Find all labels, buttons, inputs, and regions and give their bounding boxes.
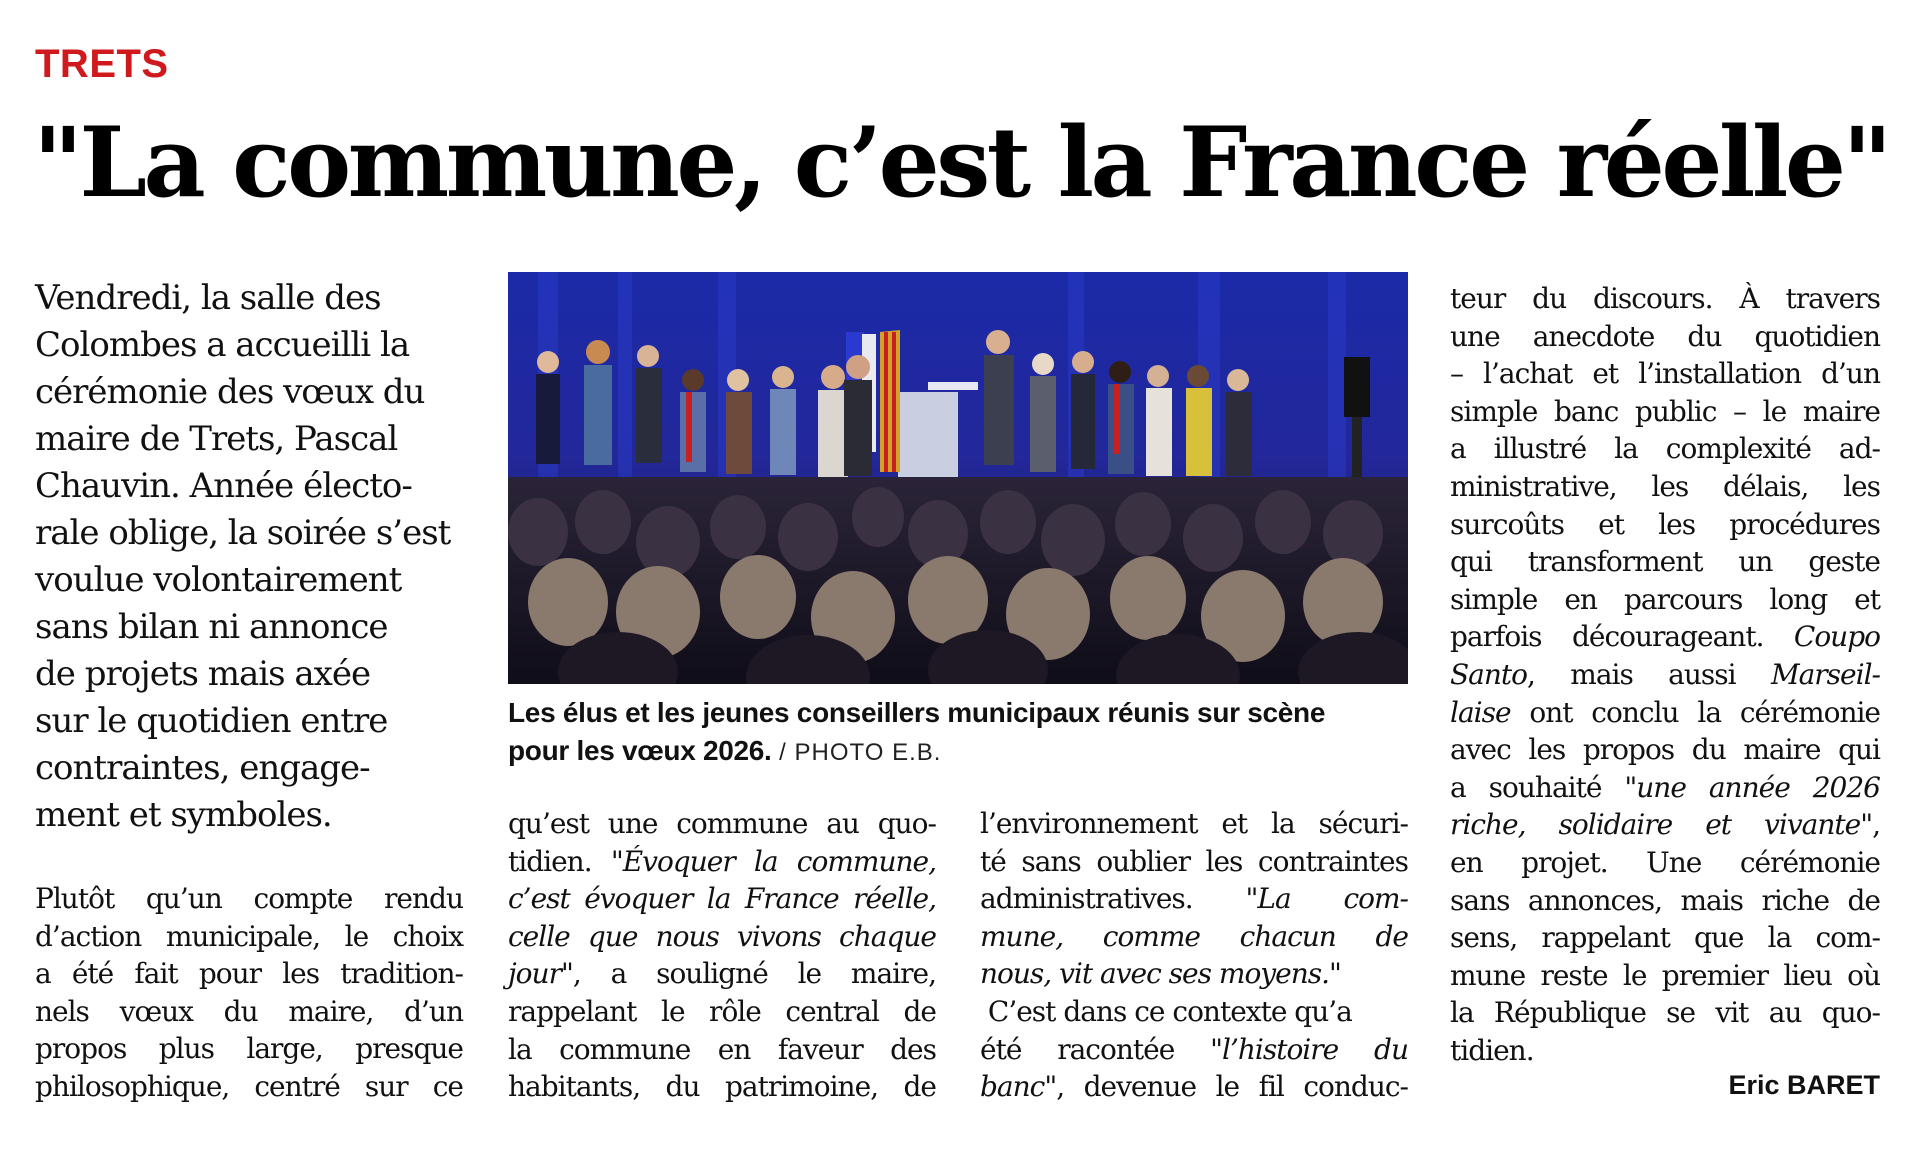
- body-line: habitants, du patrimoine, de: [508, 1070, 936, 1104]
- body-line: C’est dans ce contexte qu’a: [980, 994, 1352, 1028]
- lede-line: Chauvin. Année électo-: [35, 466, 412, 506]
- body-line: sans annonces, mais riche de: [1450, 883, 1880, 917]
- body-column-2: [508, 805, 936, 1106]
- body-line: [1450, 806, 1880, 844]
- lede-line: voulue volontairement: [35, 560, 402, 600]
- body-line: [980, 880, 1408, 918]
- body-line: [508, 918, 936, 956]
- photo-caption: [508, 694, 1448, 772]
- body-line: qui transforment un geste: [1450, 545, 1880, 579]
- body-column-3: [980, 805, 1408, 1106]
- body-line: a illustré la complexité ad-: [1450, 432, 1880, 466]
- body-line: ministrative, les délais, les: [1450, 469, 1880, 503]
- body-line: une anecdote du quotidien: [1450, 319, 1880, 353]
- body-line: surcoûts et les procédures: [1450, 507, 1880, 541]
- body-text: ", devenue le fil conduc-: [1044, 1070, 1408, 1104]
- song-title: Santo: [1450, 657, 1528, 691]
- body-line: rappelant le rôle central de: [508, 994, 936, 1028]
- body-line: Plutôt qu’un compte rendu: [35, 882, 463, 915]
- body-line: [980, 1031, 1408, 1069]
- quote-text: l’histoire du: [1221, 1032, 1409, 1066]
- body-line: [1450, 769, 1880, 807]
- body-text: ont conclu la cérémonie: [1510, 695, 1880, 729]
- section-rubric: TRETS: [35, 42, 169, 86]
- body-line: simple en parcours long et: [1450, 582, 1880, 616]
- body-text: été racontée ": [980, 1032, 1222, 1066]
- author-signature: Eric BARET: [1728, 1070, 1880, 1100]
- quote-text: riche, solidaire et vivante: [1450, 808, 1861, 842]
- song-title: Marseil-: [1770, 657, 1880, 691]
- photo-credit: / PHOTO E.B.: [771, 739, 942, 766]
- body-line: tidien.: [1450, 1033, 1534, 1067]
- body-text: ",: [1860, 808, 1880, 842]
- song-title: Coupo: [1793, 620, 1880, 654]
- quote-text: banc: [980, 1070, 1045, 1104]
- body-line: mune reste le premier lieu où: [1450, 958, 1880, 992]
- caption-line-2-text: pour les vœux 2026.: [508, 735, 772, 766]
- quote-text: c’est évoquer la France réelle,: [508, 882, 936, 916]
- ceremony-photo: [508, 272, 1408, 684]
- body-line: la commune en faveur des: [508, 1032, 936, 1066]
- article-headline: "La commune, c’est la France réelle": [33, 106, 1889, 219]
- quote-text: "La com-: [1245, 882, 1408, 916]
- body-line: simple banc public – le maire: [1450, 394, 1880, 428]
- body-line: sens, rappelant que la com-: [1450, 921, 1880, 955]
- body-text: ": [1329, 957, 1341, 991]
- body-line: [1450, 618, 1880, 656]
- quote-text: jour": [508, 957, 573, 991]
- quote-text: mune, comme chacun de: [980, 919, 1408, 953]
- body-column-4: [1450, 280, 1880, 1069]
- body-line: a été fait pour les tradition-: [35, 957, 463, 991]
- lede-line: rale oblige, la soirée s’est: [35, 513, 451, 553]
- lede-line: ment et symboles.: [35, 795, 332, 835]
- body-text: , mais aussi: [1527, 657, 1771, 691]
- quote-text: une année 2026: [1636, 770, 1880, 804]
- lede-line: sur le quotidien entre: [35, 701, 388, 741]
- lede-line: Vendredi, la salle des: [35, 278, 381, 318]
- lede-line: de projets mais axée: [35, 654, 371, 694]
- lede-line: cérémonie des vœux du: [35, 372, 425, 412]
- body-text: administratives.: [980, 882, 1246, 916]
- body-line: [508, 880, 936, 918]
- quote-text: celle que nous vivons chaque: [508, 919, 936, 953]
- body-line: [980, 955, 1408, 993]
- body-line: la République se vit au quo-: [1450, 996, 1880, 1030]
- caption-line-2: [508, 732, 1448, 772]
- body-line: [1450, 694, 1880, 732]
- lede-line: Colombes a accueilli la: [35, 325, 410, 365]
- lede-line: contraintes, engage-: [35, 748, 370, 788]
- body-line: nels vœux du maire, d’un: [35, 994, 463, 1028]
- body-line: [508, 955, 936, 993]
- body-line: [980, 1068, 1408, 1106]
- body-line: l’environnement et la sécuri-: [980, 807, 1408, 840]
- body-text: tidien.: [508, 844, 611, 878]
- body-line: philosophique, centré sur ce: [35, 1069, 463, 1103]
- body-line: [508, 843, 936, 881]
- body-line: – l’achat et l’installation d’un: [1450, 357, 1880, 391]
- body-line: propos plus large, presque: [35, 1032, 463, 1066]
- song-title: laise: [1450, 695, 1511, 729]
- body-line: [980, 918, 1408, 956]
- caption-line: Les élus et les jeunes conseillers municipaux réunis sur scène: [508, 697, 1326, 728]
- body-line: [1450, 656, 1880, 694]
- body-line: teur du discours. À travers: [1450, 282, 1880, 315]
- body-column-1: [35, 880, 463, 1106]
- quote-text: nous, vit avec ses moyens.: [980, 957, 1329, 991]
- body-text: a souhaité ": [1450, 770, 1637, 804]
- body-line: avec les propos du maire qui: [1450, 733, 1880, 767]
- article-lede: [35, 275, 475, 839]
- quote-text: "Évoquer la commune,: [610, 844, 936, 878]
- body-text: , a souligné le maire,: [572, 957, 936, 991]
- body-line: qu’est une commune au quo-: [508, 807, 936, 840]
- lede-line: sans bilan ni annonce: [35, 607, 388, 647]
- lede-line: maire de Trets, Pascal: [35, 419, 398, 459]
- body-line: té sans oublier les contraintes: [980, 844, 1408, 878]
- body-text: parfois décourageant.: [1450, 620, 1794, 654]
- body-line: d’action municipale, le choix: [35, 919, 463, 953]
- body-line: en projet. Une cérémonie: [1450, 845, 1880, 879]
